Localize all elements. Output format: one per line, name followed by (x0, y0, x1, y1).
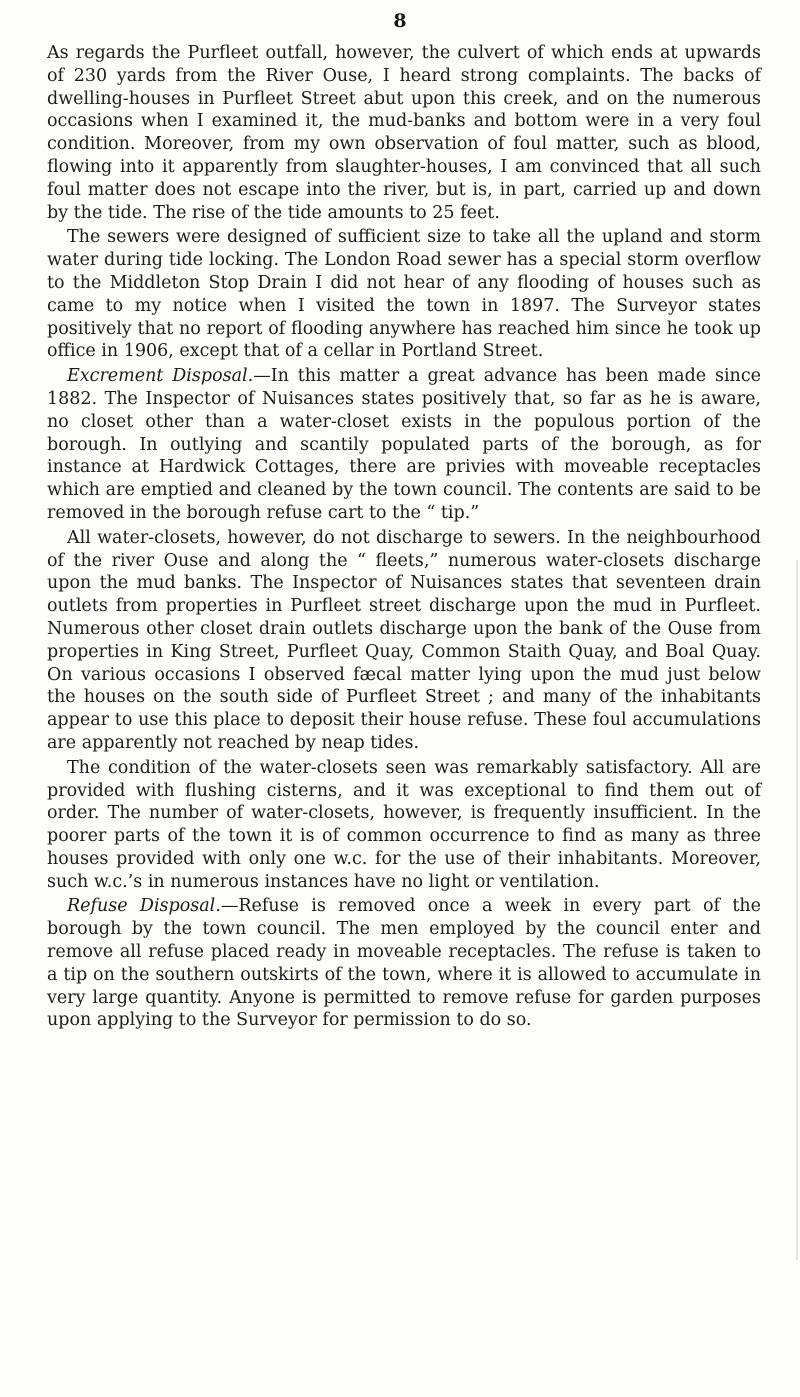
paragraph-purfleet-outfall (47, 42, 761, 224)
paragraph-water-closets-condition (47, 757, 761, 894)
paragraph-text: The condition of the water-closets seen was remarkably satisfactory. All are provided with flushing cisterns, and it was exceptional to find them out of order. The number of water-closets, however, is frequently insufficient. In the poorer parts of the town it is of common occurrence to find as many as three houses provided with only one w.c. for the use of their inhabitants. Moreover, such w.c.’s in numerous instances have no light or ventilation. (47, 757, 761, 892)
paragraph-sewers (47, 226, 761, 363)
paragraph-water-closets-discharge (47, 527, 761, 755)
page-number: 8 (393, 10, 407, 32)
paragraph-text: —In this matter a great advance has been made since 1882. The Inspector of Nuisances states positively that, so far as he is aware, no closet other than a water-closet exists in the populous portion of the borough. In outlying and scantily populated parts of the borough, as for instance at Hardwick Cottages, there are privies with moveable receptacles which are emptied and cleaned by the town council. The contents are said to be removed in the borough refuse cart to the “ tip.” (47, 366, 761, 523)
paragraph-text: —Refuse is removed once a week in every part of the borough by the town council. The men employed by the council enter and remove all refuse placed ready in moveable receptacles. The refuse is taken to a tip on the southern outskirts of the town, where it is allowed to accumulate in very large quantity. Anyone is permitted to remove refuse for garden purposes upon applying to the Surveyor for permission to do so. (47, 896, 761, 1031)
paragraph-text: As regards the Purfleet outfall, however, the culvert of which ends at upwards of 230 yards from the River Ouse, I heard strong complaints. The backs of dwelling-houses in Purfleet Street abut upon this creek, and on the numerous occasions when I examined it, the mud-banks and bottom were in a very foul condition. Moreover, from my own observation of foul matter, such as blood, flowing into it apparently from slaughter-houses, I am convinced that all such foul matter does not escape into the river, but is, in part, carried up and down by the tide. The rise of the tide amounts to 25 feet. (47, 43, 761, 223)
paragraph-text: The sewers were designed of sufficient size to take all the upland and storm water during tide locking. The London Road sewer has a special storm overflow to the Middleton Stop Drain I did not hear of any flooding of houses such as came to my notice when I visited the town in 1897. The Surveyor states positively that no report of flooding anywhere has reached him since he took up office in 1906, except that of a cellar in Portland Street. (47, 227, 761, 362)
paragraph-refuse-disposal (47, 895, 761, 1032)
page-edge-shadow (796, 560, 798, 1260)
section-heading-refuse-disposal: Refuse Disposal. (67, 896, 221, 917)
section-heading-excrement-disposal: Excrement Disposal. (67, 366, 254, 387)
body-text (47, 42, 761, 1034)
paragraph-excrement-disposal (47, 365, 761, 525)
paragraph-text: All water-closets, however, do not discharge to sewers. In the neighbourhood of the river Ouse and along the “ fleets,” numerous water-closets discharge upon the mud banks. The Inspector of Nuisances states that seventeen drain outlets from properties in Purfleet street discharge upon the mud in Purfleet. Numerous other closet drain outlets discharge upon the bank of the Ouse from properties in King Street, Purfleet Quay, Common Staith Quay, and Boal Quay. On various occasions I observed fæcal matter lying upon the mud just below the houses on the south side of Purfleet Street ; and many of the inhabitants appear to use this place to deposit their house refuse. These foul accumulations are apparently not reached by neap tides. (47, 527, 761, 753)
